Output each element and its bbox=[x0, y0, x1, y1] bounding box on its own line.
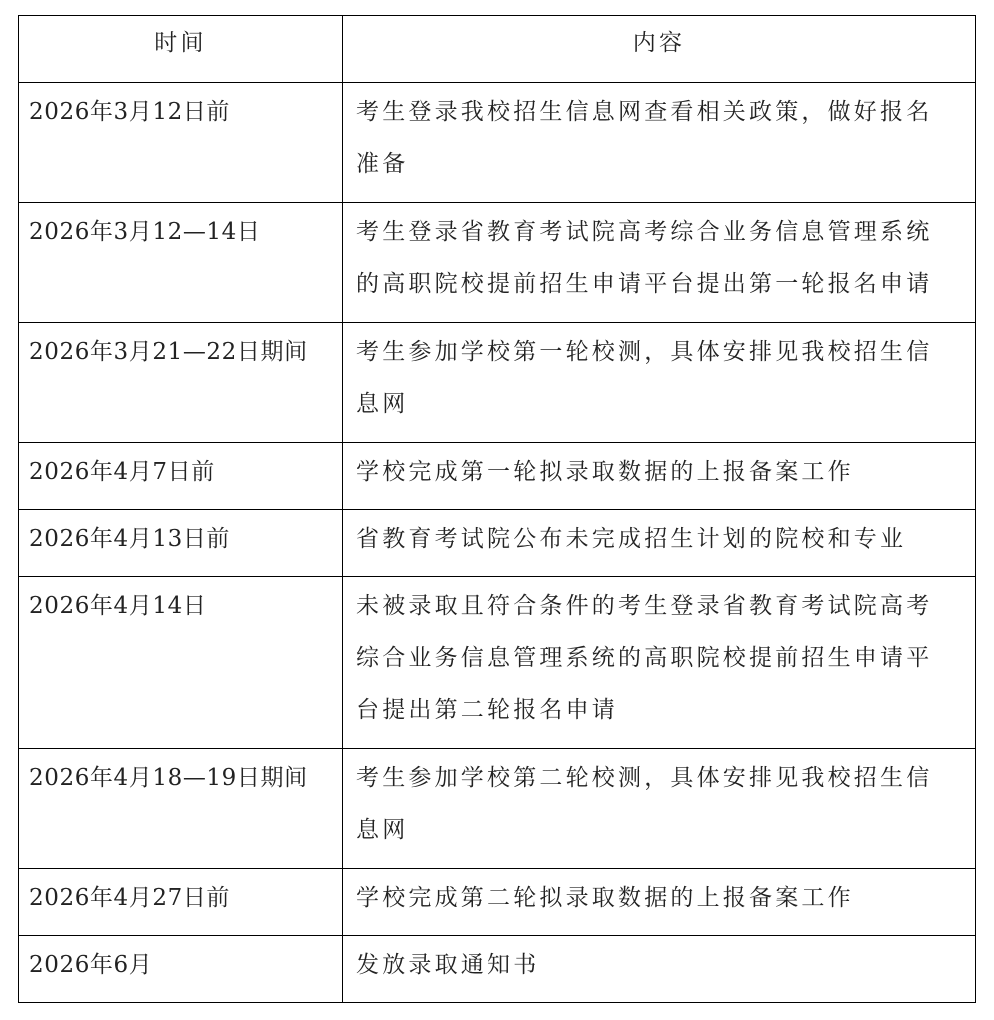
time-cell bbox=[19, 936, 343, 1003]
header-content: 内容 bbox=[343, 16, 976, 83]
time-text: 2026年4月18—19日期间 bbox=[29, 765, 308, 791]
time-cell bbox=[19, 83, 343, 203]
content-cell bbox=[343, 203, 976, 323]
content-cell bbox=[343, 936, 976, 1003]
time-cell bbox=[19, 203, 343, 323]
content-text: 学校完成第二轮拟录取数据的上报备案工作 bbox=[356, 885, 854, 911]
header-time: 时间 bbox=[19, 16, 343, 83]
time-text: 2026年3月12日前 bbox=[29, 99, 231, 125]
time-text: 2026年4月7日前 bbox=[29, 459, 215, 485]
content-cell bbox=[343, 869, 976, 936]
time-text: 2026年4月27日前 bbox=[29, 885, 231, 911]
time-cell bbox=[19, 323, 343, 443]
table-header-row bbox=[19, 16, 976, 83]
content-text: 学校完成第一轮拟录取数据的上报备案工作 bbox=[356, 459, 854, 485]
content-text: 考生登录省教育考试院高考综合业务信息管理系统的高职院校提前招生申请平台提出第一轮报名申请 bbox=[356, 219, 933, 297]
time-text: 2026年3月12—14日 bbox=[29, 219, 261, 245]
time-cell bbox=[19, 749, 343, 869]
time-text: 2026年3月21—22日期间 bbox=[29, 339, 308, 365]
time-cell bbox=[19, 443, 343, 510]
table-row bbox=[19, 510, 976, 577]
content-cell bbox=[343, 577, 976, 749]
time-text: 2026年6月 bbox=[29, 952, 153, 978]
table-row bbox=[19, 749, 976, 869]
content-cell bbox=[343, 510, 976, 577]
content-text: 未被录取且符合条件的考生登录省教育考试院高考综合业务信息管理系统的高职院校提前招生申请平台提出第二轮报名申请 bbox=[356, 593, 933, 723]
table-row bbox=[19, 577, 976, 749]
content-cell bbox=[343, 83, 976, 203]
content-text: 考生参加学校第二轮校测，具体安排见我校招生信息网 bbox=[356, 765, 933, 843]
content-text: 考生登录我校招生信息网查看相关政策，做好报名准备 bbox=[356, 99, 933, 177]
content-text: 考生参加学校第一轮校测，具体安排见我校招生信息网 bbox=[356, 339, 933, 417]
time-cell bbox=[19, 577, 343, 749]
schedule-table bbox=[18, 15, 976, 1003]
content-cell bbox=[343, 323, 976, 443]
time-cell bbox=[19, 869, 343, 936]
table-row bbox=[19, 83, 976, 203]
content-cell bbox=[343, 443, 976, 510]
content-cell bbox=[343, 749, 976, 869]
time-text: 2026年4月13日前 bbox=[29, 526, 231, 552]
content-text: 发放录取通知书 bbox=[356, 952, 540, 978]
time-text: 2026年4月14日 bbox=[29, 593, 207, 619]
content-text: 省教育考试院公布未完成招生计划的院校和专业 bbox=[356, 526, 907, 552]
time-cell bbox=[19, 510, 343, 577]
table-row bbox=[19, 936, 976, 1003]
table-row bbox=[19, 869, 976, 936]
table-row bbox=[19, 323, 976, 443]
table-row bbox=[19, 443, 976, 510]
table-row bbox=[19, 203, 976, 323]
